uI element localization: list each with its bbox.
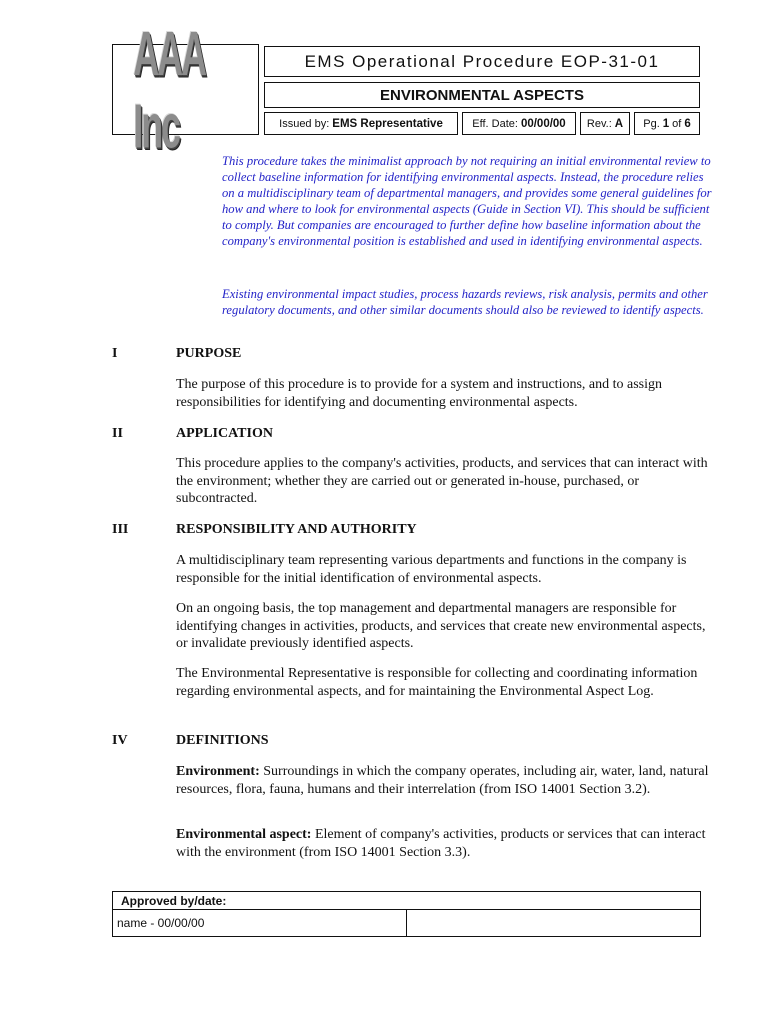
section-paragraph: A multidisciplinary team representing various departments and functions in the company is responsible for the initial identification of environmental aspects. [176,553,687,586]
approval-name-date: name - 00/00/00 [113,910,407,936]
definition-text: Surroundings in which the company operates, including air, water, land, natural resources, flora, fauna, humans and their interrelation (from ISO 14001 Section 3.2). [176,764,709,797]
effective-date-cell [462,112,576,135]
document-subtitle: ENVIRONMENTAL ASPECTS [264,82,700,108]
definition-term: Environment: [176,764,260,779]
approval-table [112,891,701,937]
section-paragraph: The purpose of this procedure is to provide for a system and instructions, and to assign responsibilities for identifying and documenting environmental aspects. [176,377,663,410]
logo-text: AAA Inc [133,18,204,161]
revision-cell [580,112,630,135]
section-number: III [112,522,129,537]
effective-date-label: Eff. Date: [472,117,518,130]
page-total: 6 [684,117,691,130]
approval-signature-cell [407,910,700,936]
section-heading: APPLICATION [176,426,273,441]
intro-note-paragraph: Existing environmental impact studies, process hazards reviews, risk analysis, permits and other regulatory documents, and other similar documents should also be reviewed to identify aspects. [222,287,708,317]
section-heading: RESPONSIBILITY AND AUTHORITY [176,522,417,537]
definition-text: Element of company's activities, products or services that can interact with the environment (from ISO 14001 Section 3.3). [176,827,706,860]
page-label: Pg. [643,117,660,130]
section-paragraph: The Environmental Representative is responsible for collecting and coordinating information regarding environmental aspects, and for maintaining the Environmental Aspect Log. [176,666,698,699]
section-heading: DEFINITIONS [176,733,269,748]
definition-paragraph [176,763,711,798]
company-logo [112,18,259,161]
section-heading: PURPOSE [176,346,242,361]
approval-label: Approved by/date: [113,892,700,910]
issued-by-cell [264,112,458,135]
section-number: IV [112,733,128,748]
issued-by-value: EMS Representative [332,117,443,130]
effective-date-value: 00/00/00 [520,117,566,130]
section-paragraph: This procedure applies to the company's activities, products, and services that can interact with the environment; whether they are carried out or generated in-house, purchased, or subcontracted. [176,456,708,506]
page-of: of [672,117,682,130]
section-number: I [112,346,118,361]
definition-term: Environmental aspect: [176,827,312,842]
approval-row [113,910,700,936]
revision-value: A [614,117,624,130]
document-title: EMS Operational Procedure EOP-31-01 [264,46,700,77]
page-number-cell [634,112,700,135]
section-paragraph: On an ongoing basis, the top management and departmental managers are responsible for identifying changes in activities, products, and services that create new environmental aspects, or invalidate previously identified aspects. [176,601,706,651]
section-number: II [112,426,123,441]
revision-label: Rev.: [586,117,612,130]
intro-note-paragraph: This procedure takes the minimalist approach by not requiring an initial environmental review to collect baseline information for identifying environmental aspects. Instead, the procedure relies on a multidisciplinary team of departmental managers, and provides some general guidelines for how and where to look for environmental aspects (Guide in Section VI). This should be sufficient to comply. But companies are encouraged to further define how baseline information about the company's environmental position is established and used in identifying environmental aspects. [222,154,712,248]
definition-paragraph [176,826,711,861]
issued-by-label: Issued by: [279,117,330,130]
page-current: 1 [662,117,670,130]
